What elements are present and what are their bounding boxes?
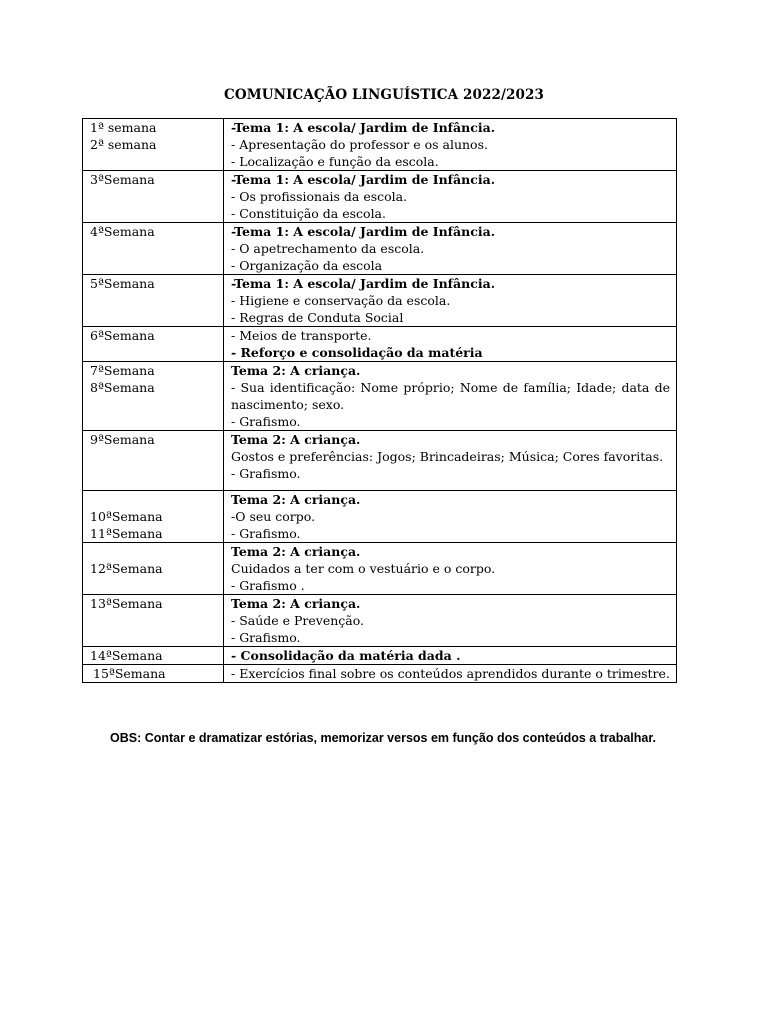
- content-cell: [224, 491, 677, 543]
- week-cell: [83, 362, 224, 431]
- table-row: [83, 543, 677, 595]
- week-cell: [83, 275, 224, 327]
- topic-line: - Grafismo.: [231, 466, 301, 481]
- topic-line: - Higiene e conservação da escola.: [231, 293, 451, 308]
- topic-heading: -Tema 1: A escola/ Jardim de Infância.: [231, 172, 496, 187]
- week-cell: [83, 119, 224, 171]
- table-row: [83, 647, 677, 665]
- table-row: [83, 275, 677, 327]
- topic-line: Cuidados a ter com o vestuário e o corpo.: [231, 561, 496, 576]
- cell-spacer: [231, 482, 670, 490]
- topic-line: Gostos e preferências: Jogos; Brincadeiras; Música; Cores favoritas.: [231, 449, 664, 464]
- week-label: 9ªSemana: [90, 432, 155, 447]
- topic-line: - Constituição da escola.: [231, 206, 386, 221]
- topic-line: -O seu corpo.: [231, 509, 316, 524]
- topic-heading: Tema 2: A criança.: [231, 596, 361, 611]
- topic-line: - Meios de transporte.: [231, 328, 372, 343]
- week-label: 11ªSemana: [90, 526, 163, 541]
- week-label: 5ªSemana: [90, 276, 155, 291]
- content-cell: [224, 362, 677, 431]
- content-cell: [224, 275, 677, 327]
- week-cell: [83, 491, 224, 543]
- topic-heading: Tema 2: A criança.: [231, 363, 361, 378]
- document-title: COMUNICAÇÃO LINGUÍSTICA 2022/2023: [224, 87, 544, 103]
- topic-line: - Grafismo.: [231, 630, 301, 645]
- content-cell: [224, 543, 677, 595]
- week-cell: [83, 223, 224, 275]
- topic-heading: Tema 2: A criança.: [231, 544, 361, 559]
- week-cell: [83, 543, 224, 595]
- topic-line: - Grafismo.: [231, 414, 301, 429]
- topic-line: - O apetrechamento da escola.: [231, 241, 425, 256]
- topic-line: - Regras de Conduta Social: [231, 310, 404, 325]
- week-cell: [83, 171, 224, 223]
- topic-line: - Reforço e consolidação da matéria: [231, 345, 483, 360]
- topic-line: - Sua identificação: Nome próprio; Nome de família; Idade; data de nascimento; sexo.: [231, 380, 670, 412]
- content-cell: [224, 171, 677, 223]
- week-label: 6ªSemana: [90, 328, 155, 343]
- weekly-plan-table: [82, 118, 677, 683]
- week-cell: [83, 431, 224, 491]
- topic-line: - Exercícios final sobre os conteúdos aprendidos durante o trimestre.: [231, 666, 670, 681]
- content-cell: [224, 223, 677, 275]
- content-cell: [224, 595, 677, 647]
- topic-line: - Grafismo .: [231, 578, 305, 593]
- week-cell: [83, 327, 224, 362]
- table-row: [83, 171, 677, 223]
- week-cell: [83, 665, 224, 683]
- topic-line: - Consolidação da matéria dada .: [231, 648, 461, 663]
- table-row: [83, 595, 677, 647]
- topic-line: - Os profissionais da escola.: [231, 189, 408, 204]
- content-cell: [224, 327, 677, 362]
- week-cell: [83, 647, 224, 665]
- week-label: 7ªSemana: [90, 363, 155, 378]
- table-row: [83, 223, 677, 275]
- topic-heading: -Tema 1: A escola/ Jardim de Infância.: [231, 224, 496, 239]
- table-row: [83, 431, 677, 491]
- content-cell: [224, 647, 677, 665]
- topic-line: - Localização e função da escola.: [231, 154, 439, 169]
- table-row: [83, 491, 677, 543]
- week-label: 13ªSemana: [90, 596, 163, 611]
- week-cell: [83, 595, 224, 647]
- week-label: 1ª semana: [90, 120, 157, 135]
- topic-heading: Tema 2: A criança.: [231, 432, 361, 447]
- week-label: 15ªSemana: [93, 666, 166, 681]
- content-cell: [224, 665, 677, 683]
- content-cell: [224, 431, 677, 491]
- content-cell: [224, 119, 677, 171]
- topic-line: - Grafismo.: [231, 526, 301, 541]
- week-label: 2ª semana: [90, 137, 157, 152]
- table-row: [83, 119, 677, 171]
- topic-heading: -Tema 1: A escola/ Jardim de Infância.: [231, 276, 496, 291]
- topic-line: - Saúde e Prevenção.: [231, 613, 365, 628]
- topic-heading: Tema 2: A criança.: [231, 492, 361, 507]
- week-label: 3ªSemana: [90, 172, 155, 187]
- week-label: 4ªSemana: [90, 224, 155, 239]
- topic-line: - Apresentação do professor e os alunos.: [231, 137, 488, 152]
- week-label: 12ªSemana: [90, 561, 163, 576]
- table-row: [83, 327, 677, 362]
- table-row: [83, 362, 677, 431]
- observation-note: OBS: Contar e dramatizar estórias, memorizar versos em função dos conteúdos a trabalhar.: [110, 731, 657, 745]
- topic-line: - Organização da escola: [231, 258, 383, 273]
- week-label: 10ªSemana: [90, 509, 163, 524]
- week-label: 8ªSemana: [90, 380, 155, 395]
- topic-heading: -Tema 1: A escola/ Jardim de Infância.: [231, 120, 496, 135]
- table-row: [83, 665, 677, 683]
- week-label: 14ªSemana: [90, 648, 163, 663]
